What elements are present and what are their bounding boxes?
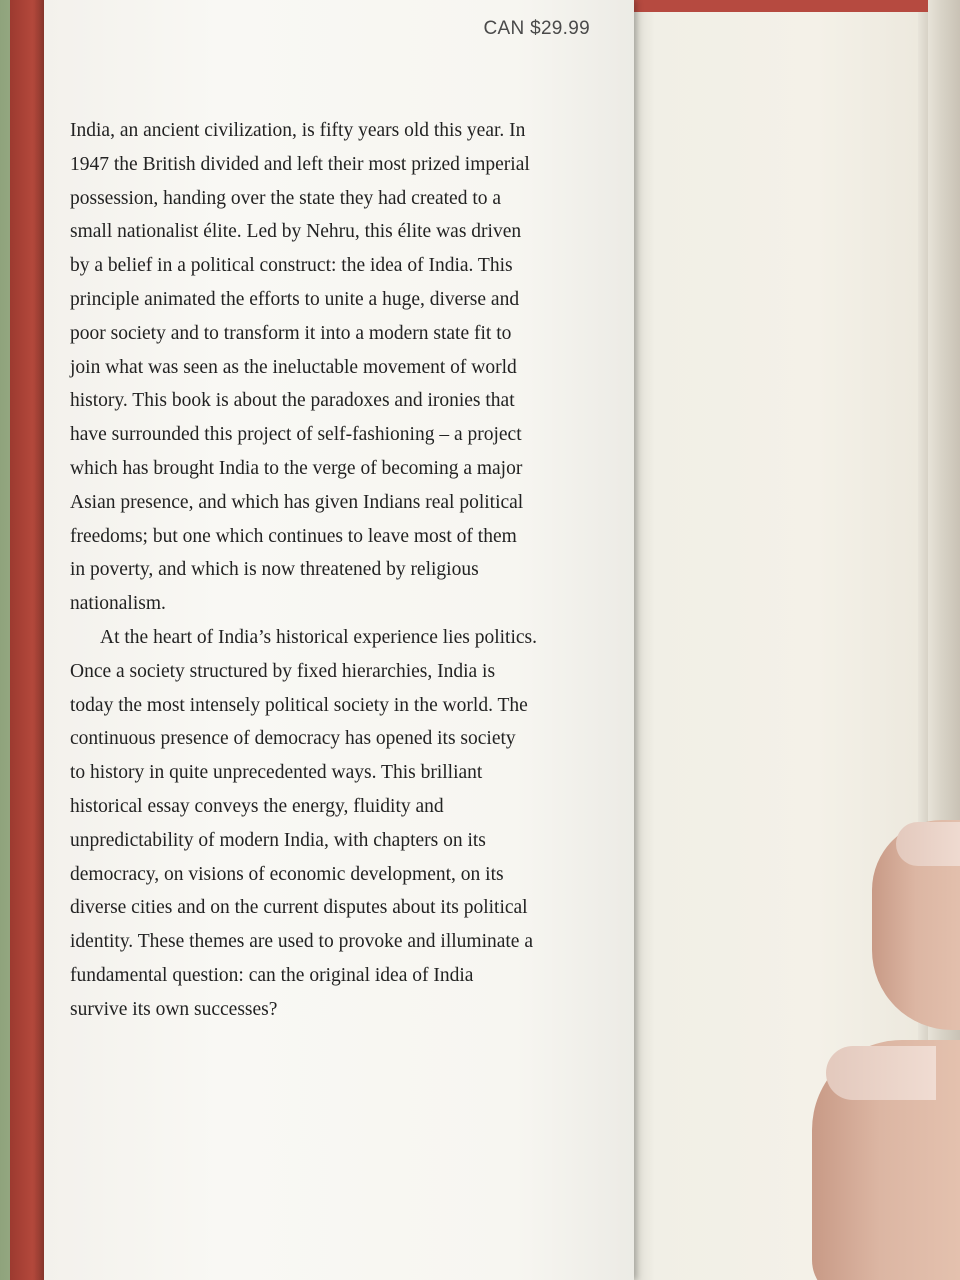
blurb-line: democracy, on visions of economic development, on its <box>70 863 504 885</box>
blurb-line: historical essay conveys the energy, fluidity and <box>70 795 444 817</box>
blurb-line: India, an ancient civilization, is fifty years old this year. In <box>70 120 526 141</box>
blurb-line: diverse cities and on the current disputes about its political <box>70 897 528 919</box>
blurb-line: possession, handing over the state they had created to a <box>70 187 502 209</box>
blurb-line: history. This book is about the paradoxes and ironies that <box>70 390 515 412</box>
blurb-line: unpredictability of modern India, with chapters on its <box>70 829 486 851</box>
blurb-line: nationalism. <box>70 593 166 615</box>
blurb-line: freedoms; but one which continues to leave most of them <box>70 525 517 547</box>
dust-jacket-flap <box>44 0 634 1280</box>
blurb-line: At the heart of India’s historical experience lies politics. <box>100 626 537 648</box>
fingernail <box>896 822 960 866</box>
blurb-line: small nationalist élite. Led by Nehru, this élite was driven <box>70 221 522 243</box>
blurb-text <box>70 114 618 1027</box>
blurb-line: today the most intensely political society in the world. The <box>70 694 528 716</box>
blurb-line: which has brought India to the verge of becoming a major <box>70 457 523 479</box>
blurb-line: identity. These themes are used to provoke and illuminate a <box>70 931 533 953</box>
blurb-line: Asian presence, and which has given Indians real political <box>70 491 524 513</box>
blurb-line: survive its own successes? <box>70 998 278 1020</box>
blurb-line: fundamental question: can the original idea of India <box>70 964 474 986</box>
blurb-line: continuous presence of democracy has opened its society <box>70 728 516 750</box>
blurb-line: by a belief in a political construct: the idea of India. This <box>70 255 513 277</box>
blurb-line: to history in quite unprecedented ways. This brilliant <box>70 762 483 784</box>
blurb-line: join what was seen as the ineluctable movement of world <box>70 356 517 378</box>
blurb-line: 1947 the British divided and left their most prized imperial <box>70 153 530 175</box>
blurb-line: in poverty, and which is now threatened by religious <box>70 559 479 581</box>
blurb-line: Once a society structured by fixed hierarchies, India is <box>70 660 496 682</box>
price-label: CAN $29.99 <box>483 18 590 39</box>
blurb-line: have surrounded this project of self-fashioning – a project <box>70 424 522 446</box>
blurb-line: poor society and to transform it into a modern state fit to <box>70 322 512 344</box>
thumbnail <box>826 1046 936 1100</box>
blurb-line: principle animated the efforts to unite a huge, diverse and <box>70 288 520 310</box>
